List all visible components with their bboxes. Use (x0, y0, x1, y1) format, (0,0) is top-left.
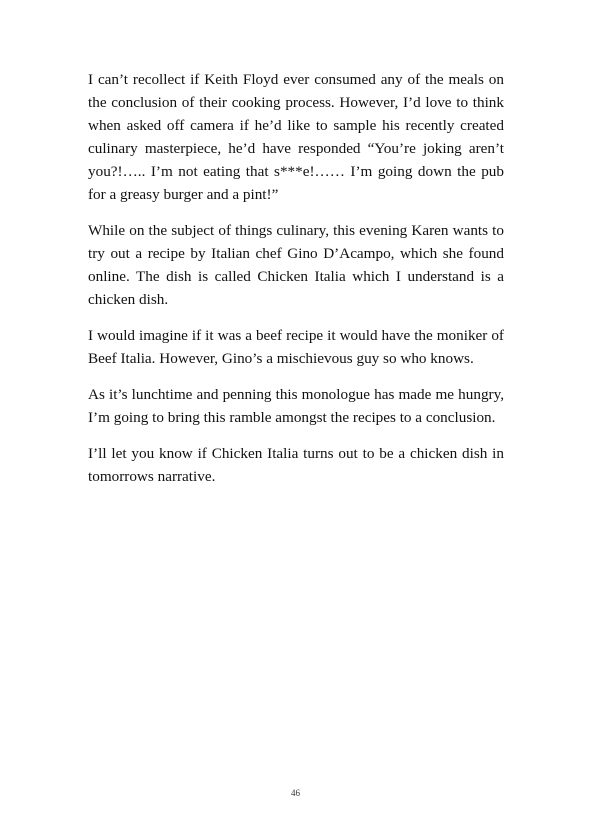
paragraph-lunchtime: As it’s lunchtime and penning this monologue has made me hungry, I’m going to bring this ramble amongst the recipes to a conclusion. (88, 386, 504, 426)
paragraph-beef-italia: I would imagine if it was a beef recipe it would have the moniker of Beef Italia. However, Gino’s a mischievous guy so who knows. (88, 327, 504, 367)
page-number: 46 (291, 788, 300, 798)
paragraph-tomorrow: I’ll let you know if Chicken Italia turns out to be a chicken dish in tomorrows narrative. (88, 445, 504, 485)
paragraph-keith-floyd: I can’t recollect if Keith Floyd ever consumed any of the meals on the conclusion of their cooking process. However, I’d love to think when asked off camera if he’d like to sample his recently created culinary masterpiece, he’d have responded “You’re joking aren’t you?!….. I’m not eating that s***e!…… I’m going down the pub for a greasy burger and a pint!” (88, 71, 504, 203)
paragraph-gino-recipe: While on the subject of things culinary, this evening Karen wants to try out a recipe by Italian chef Gino D’Acampo, which she found online. The dish is called Chicken Italia which I understand is a chicken dish. (88, 222, 504, 308)
body-text (88, 68, 504, 501)
